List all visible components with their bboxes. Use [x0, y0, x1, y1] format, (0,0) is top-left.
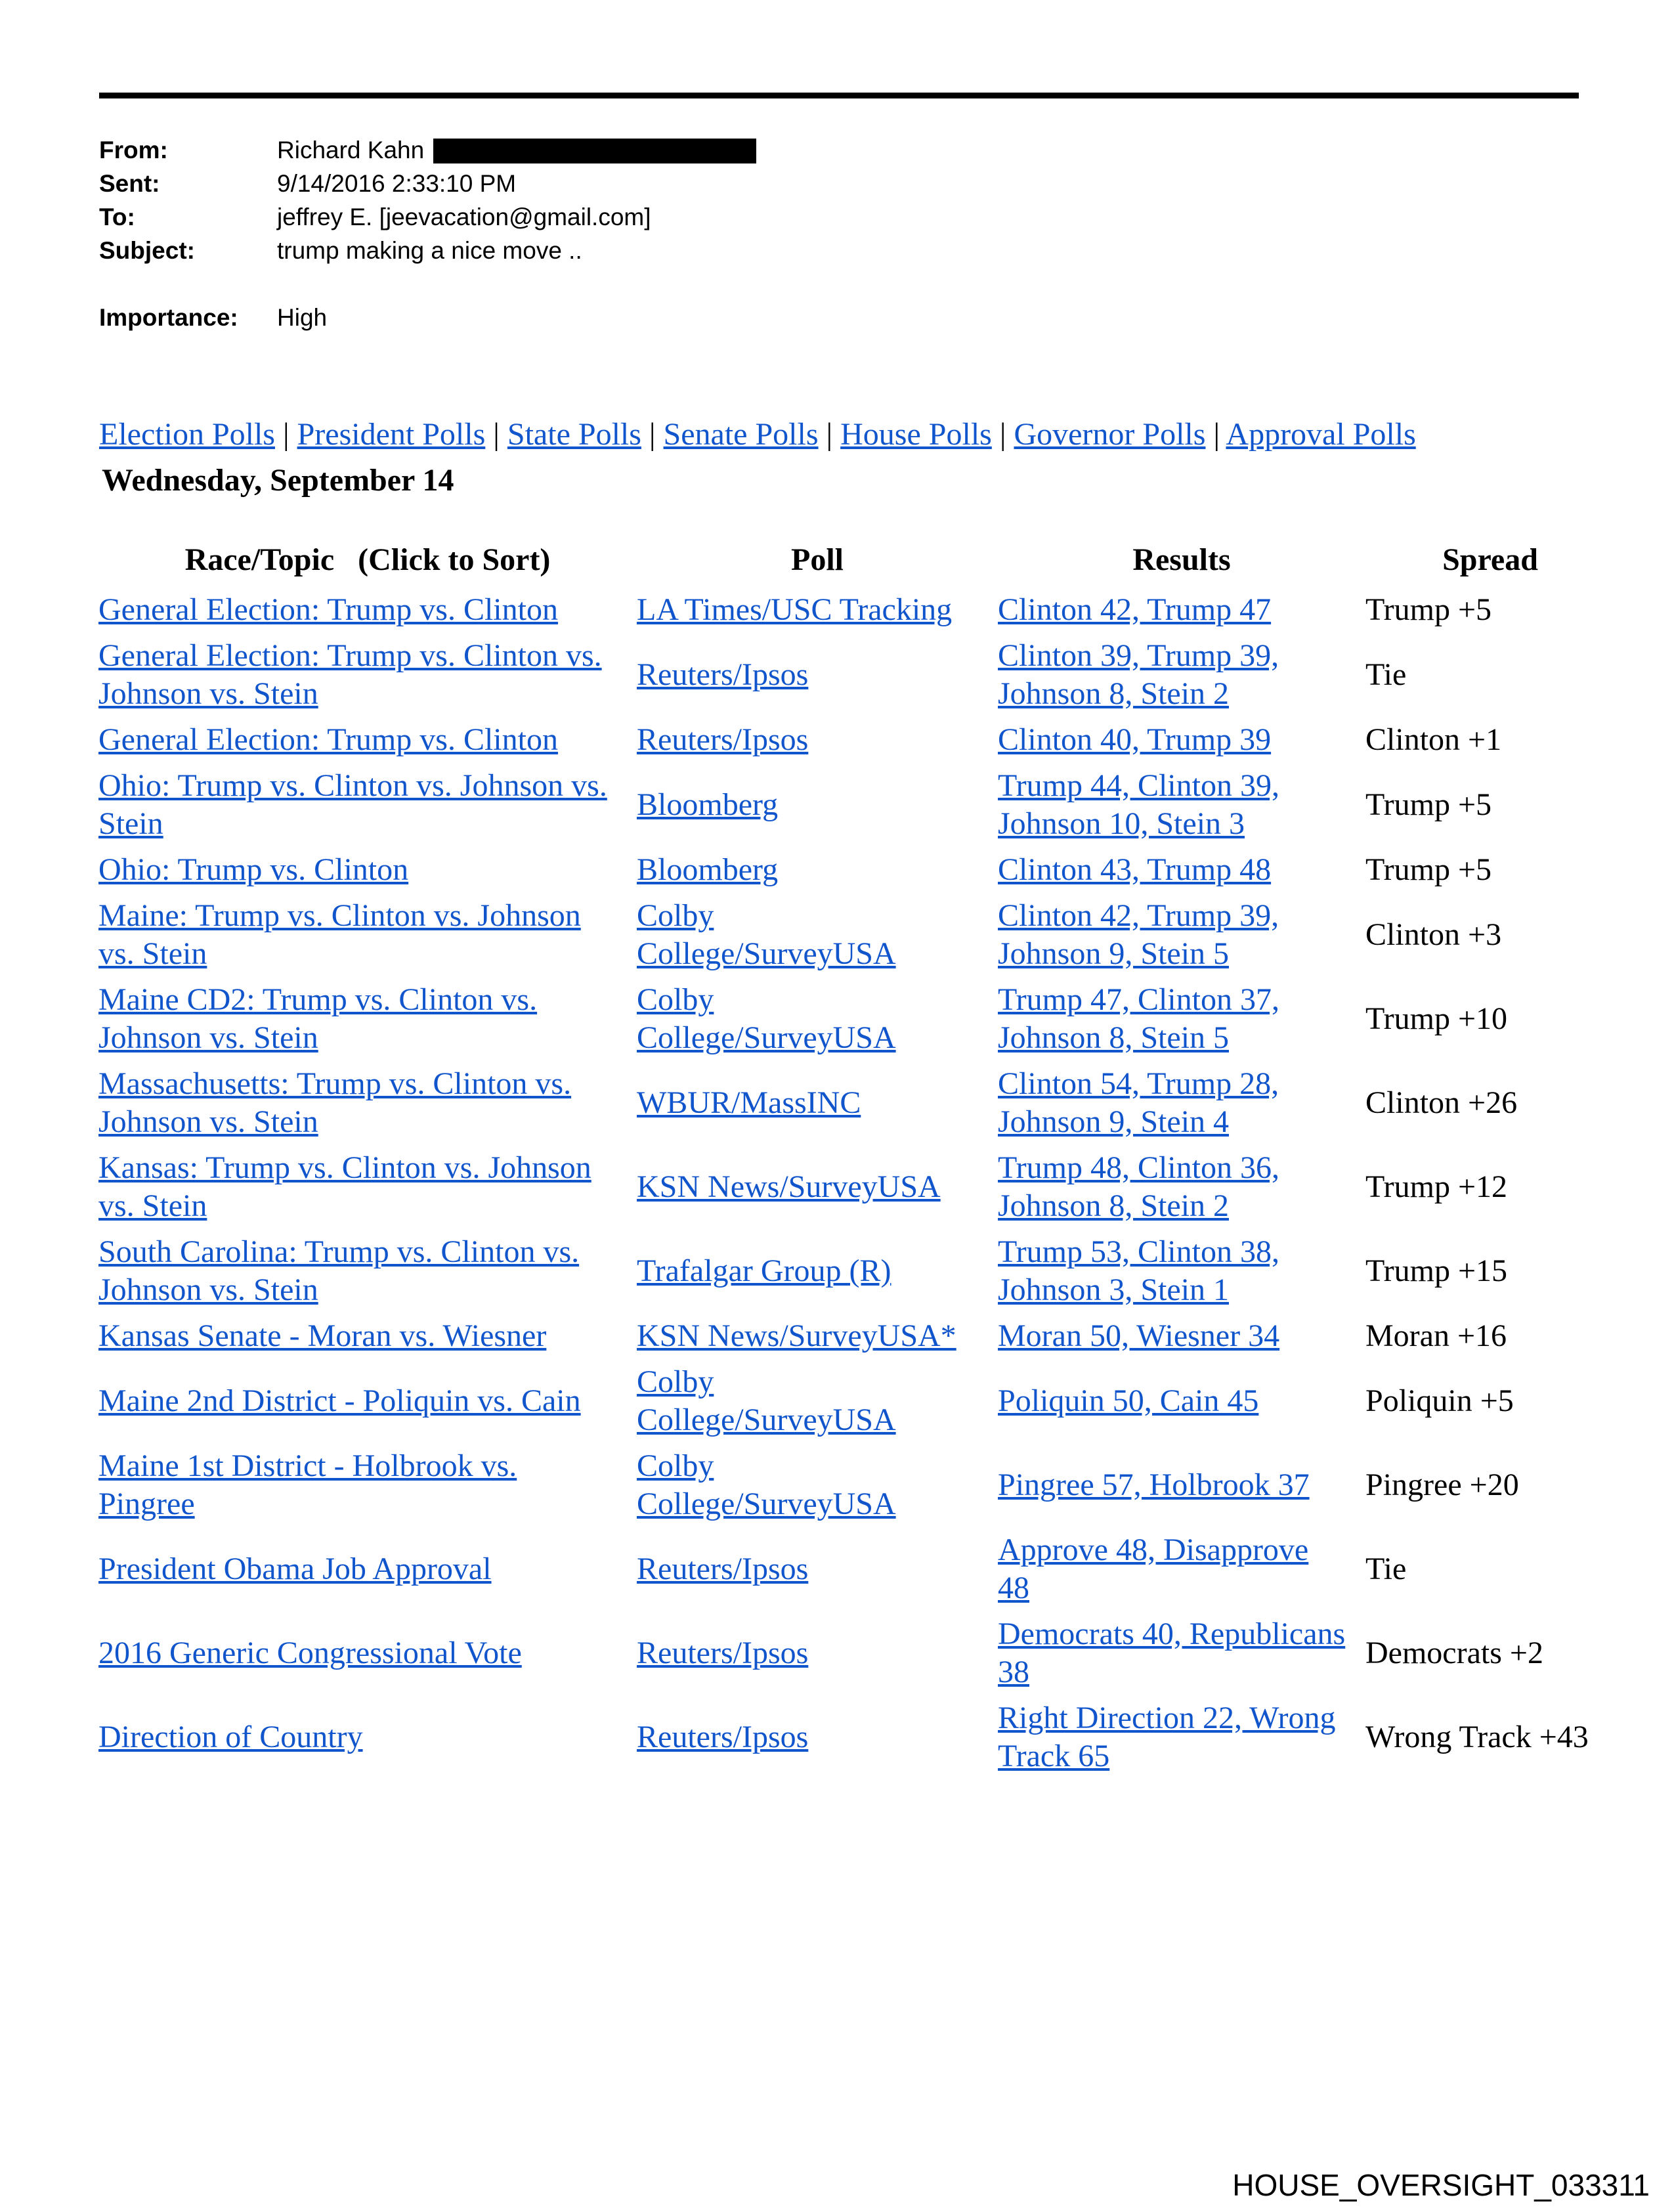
results-link[interactable]: Right Direction 22, Wrong Track 65: [998, 1701, 1336, 1773]
spread-value: Clinton +1: [1365, 722, 1502, 757]
poll-link[interactable]: LA Times/USC Tracking: [637, 592, 953, 627]
subject-row: [99, 234, 1579, 267]
to-row: [99, 200, 1579, 234]
from-value-wrap: [277, 133, 1579, 167]
table-row: [98, 1695, 1615, 1779]
spread-value: Pingree +20: [1365, 1467, 1519, 1502]
spread-value: Trump +5: [1365, 787, 1492, 822]
polls-table-body: [98, 587, 1615, 1779]
nav-link-president-polls[interactable]: President Polls: [297, 417, 486, 452]
to-label: To:: [99, 204, 135, 230]
col-header-race[interactable]: Race/Topic (Click to Sort): [184, 542, 551, 577]
importance-label: Importance:: [99, 304, 238, 331]
table-row: [98, 1359, 1615, 1443]
sent-label: Sent:: [99, 170, 160, 197]
poll-link[interactable]: Bloomberg: [637, 787, 779, 822]
table-row: [98, 893, 1615, 977]
nav-separator: |: [991, 417, 1014, 452]
spread-value: Tie: [1365, 1551, 1407, 1586]
poll-link[interactable]: Reuters/Ipsos: [637, 722, 809, 757]
table-row: [98, 717, 1615, 763]
importance-value: High: [277, 304, 328, 331]
race-link[interactable]: Maine 1st District - Holbrook vs. Pingree: [98, 1448, 517, 1521]
nav-separator: |: [818, 417, 841, 452]
poll-link[interactable]: Reuters/Ipsos: [637, 657, 809, 692]
results-link[interactable]: Trump 44, Clinton 39, Johnson 10, Stein 3: [998, 768, 1279, 841]
race-link[interactable]: South Carolina: Trump vs. Clinton vs. Johnson vs. Stein: [98, 1234, 580, 1307]
nav-separator: |: [1205, 417, 1226, 452]
sent-row: [99, 167, 1579, 200]
spread-value: Moran +16: [1365, 1318, 1507, 1353]
poll-link[interactable]: Colby College/SurveyUSA: [637, 898, 896, 971]
from-label: From:: [99, 137, 168, 163]
nav-link-approval-polls[interactable]: Approval Polls: [1226, 417, 1416, 452]
polls-section: [98, 537, 1615, 1779]
nav-link-election-polls[interactable]: Election Polls: [99, 417, 275, 452]
results-link[interactable]: Clinton 39, Trump 39, Johnson 8, Stein 2: [998, 638, 1279, 711]
results-link[interactable]: Clinton 54, Trump 28, Johnson 9, Stein 4: [998, 1066, 1279, 1139]
importance-row: [99, 301, 1579, 334]
poll-link[interactable]: Colby College/SurveyUSA: [637, 982, 896, 1055]
poll-link[interactable]: Colby College/SurveyUSA: [637, 1364, 896, 1437]
results-link[interactable]: Trump 48, Clinton 36, Johnson 8, Stein 2: [998, 1150, 1279, 1223]
table-row: [98, 977, 1615, 1061]
spread-value: Trump +5: [1365, 852, 1492, 887]
race-link[interactable]: President Obama Job Approval: [98, 1551, 492, 1586]
nav-link-governor-polls[interactable]: Governor Polls: [1014, 417, 1206, 452]
poll-link[interactable]: Trafalgar Group (R): [637, 1253, 891, 1288]
results-link[interactable]: Trump 53, Clinton 38, Johnson 3, Stein 1: [998, 1234, 1279, 1307]
from-row: [99, 133, 1579, 167]
spread-value: Clinton +3: [1365, 917, 1502, 952]
col-header-results[interactable]: Results: [1132, 542, 1231, 577]
spread-value: Democrats +2: [1365, 1636, 1543, 1670]
results-link[interactable]: Approve 48, Disapprove 48: [998, 1532, 1309, 1605]
poll-link[interactable]: KSN News/SurveyUSA*: [637, 1318, 956, 1353]
email-header: [99, 133, 1579, 334]
spread-value: Wrong Track +43: [1365, 1720, 1589, 1754]
subject-label: Subject:: [99, 237, 195, 264]
poll-link[interactable]: KSN News/SurveyUSA: [637, 1169, 941, 1204]
results-link[interactable]: Poliquin 50, Cain 45: [998, 1383, 1259, 1418]
redacted-email-bar: [433, 139, 756, 163]
polls-table: [98, 537, 1615, 1779]
poll-link[interactable]: Reuters/Ipsos: [637, 1720, 809, 1754]
race-link[interactable]: Kansas: Trump vs. Clinton vs. Johnson vs. Stein: [98, 1150, 591, 1223]
table-row: [98, 1229, 1615, 1313]
race-link[interactable]: Maine 2nd District - Poliquin vs. Cain: [98, 1383, 581, 1418]
from-value: Richard Kahn: [277, 137, 425, 163]
results-link[interactable]: Clinton 42, Trump 47: [998, 592, 1272, 627]
table-row: [98, 587, 1615, 633]
subject-value: trump making a nice move ..: [277, 237, 582, 264]
nav-link-house-polls[interactable]: House Polls: [840, 417, 992, 452]
race-link[interactable]: General Election: Trump vs. Clinton: [98, 592, 558, 627]
nav-link-state-polls[interactable]: State Polls: [507, 417, 641, 452]
results-link[interactable]: Moran 50, Wiesner 34: [998, 1318, 1280, 1353]
table-header-row: [98, 537, 1615, 587]
results-link[interactable]: Trump 47, Clinton 37, Johnson 8, Stein 5: [998, 982, 1279, 1055]
nav-link-senate-polls[interactable]: Senate Polls: [663, 417, 819, 452]
date-heading: Wednesday, September 14: [102, 463, 454, 498]
top-rule: [99, 93, 1579, 98]
table-row: [98, 763, 1615, 847]
poll-link[interactable]: Bloomberg: [637, 852, 779, 887]
race-link[interactable]: Massachusetts: Trump vs. Clinton vs. Johnson vs. Stein: [98, 1066, 572, 1139]
race-link[interactable]: General Election: Trump vs. Clinton vs. Johnson vs. Stein: [98, 638, 602, 711]
sent-value: 9/14/2016 2:33:10 PM: [277, 170, 517, 197]
poll-link[interactable]: Reuters/Ipsos: [637, 1551, 809, 1586]
results-link[interactable]: Clinton 43, Trump 48: [998, 852, 1272, 887]
table-row: [98, 1061, 1615, 1145]
race-link[interactable]: 2016 Generic Congressional Vote: [98, 1636, 522, 1670]
poll-link[interactable]: Colby College/SurveyUSA: [637, 1448, 896, 1521]
spread-value: Trump +10: [1365, 1001, 1508, 1036]
spread-value: Tie: [1365, 657, 1407, 692]
table-row: [98, 847, 1615, 893]
results-link[interactable]: Democrats 40, Republicans 38: [998, 1616, 1346, 1689]
spread-value: Trump +5: [1365, 592, 1492, 627]
table-row: [98, 633, 1615, 717]
poll-link[interactable]: Reuters/Ipsos: [637, 1636, 809, 1670]
spread-value: Poliquin +5: [1365, 1383, 1514, 1418]
race-link[interactable]: Direction of Country: [98, 1720, 363, 1754]
to-value: jeffrey E. [jeevacation@gmail.com]: [277, 204, 651, 230]
nav-separator: |: [641, 417, 664, 452]
nav-separator: |: [274, 417, 297, 452]
race-link[interactable]: Maine CD2: Trump vs. Clinton vs. Johnson vs. Stein: [98, 982, 538, 1055]
results-link[interactable]: Pingree 57, Holbrook 37: [998, 1467, 1310, 1502]
results-link[interactable]: Clinton 42, Trump 39, Johnson 9, Stein 5: [998, 898, 1279, 971]
table-row: [98, 1443, 1615, 1527]
table-row: [98, 1313, 1615, 1359]
table-row: [98, 1611, 1615, 1695]
poll-link[interactable]: WBUR/MassINC: [637, 1085, 861, 1120]
race-link[interactable]: Ohio: Trump vs. Clinton vs. Johnson vs. Stein: [98, 768, 607, 841]
bates-number: HOUSE_OVERSIGHT_033311: [1232, 2168, 1650, 2202]
spread-value: Trump +12: [1365, 1169, 1508, 1204]
table-row: [98, 1527, 1615, 1611]
race-link[interactable]: Maine: Trump vs. Clinton vs. Johnson vs. Stein: [98, 898, 581, 971]
race-link[interactable]: General Election: Trump vs. Clinton: [98, 722, 558, 757]
race-link[interactable]: Ohio: Trump vs. Clinton: [98, 852, 409, 887]
race-link[interactable]: Kansas Senate - Moran vs. Wiesner: [98, 1318, 547, 1353]
spread-value: Trump +15: [1365, 1253, 1508, 1288]
results-link[interactable]: Clinton 40, Trump 39: [998, 722, 1272, 757]
table-row: [98, 1145, 1615, 1229]
col-header-poll[interactable]: Poll: [791, 542, 844, 577]
nav-separator: |: [485, 417, 507, 452]
col-header-spread[interactable]: Spread: [1442, 542, 1538, 577]
poll-nav: [99, 414, 1642, 456]
spread-value: Clinton +26: [1365, 1085, 1518, 1120]
